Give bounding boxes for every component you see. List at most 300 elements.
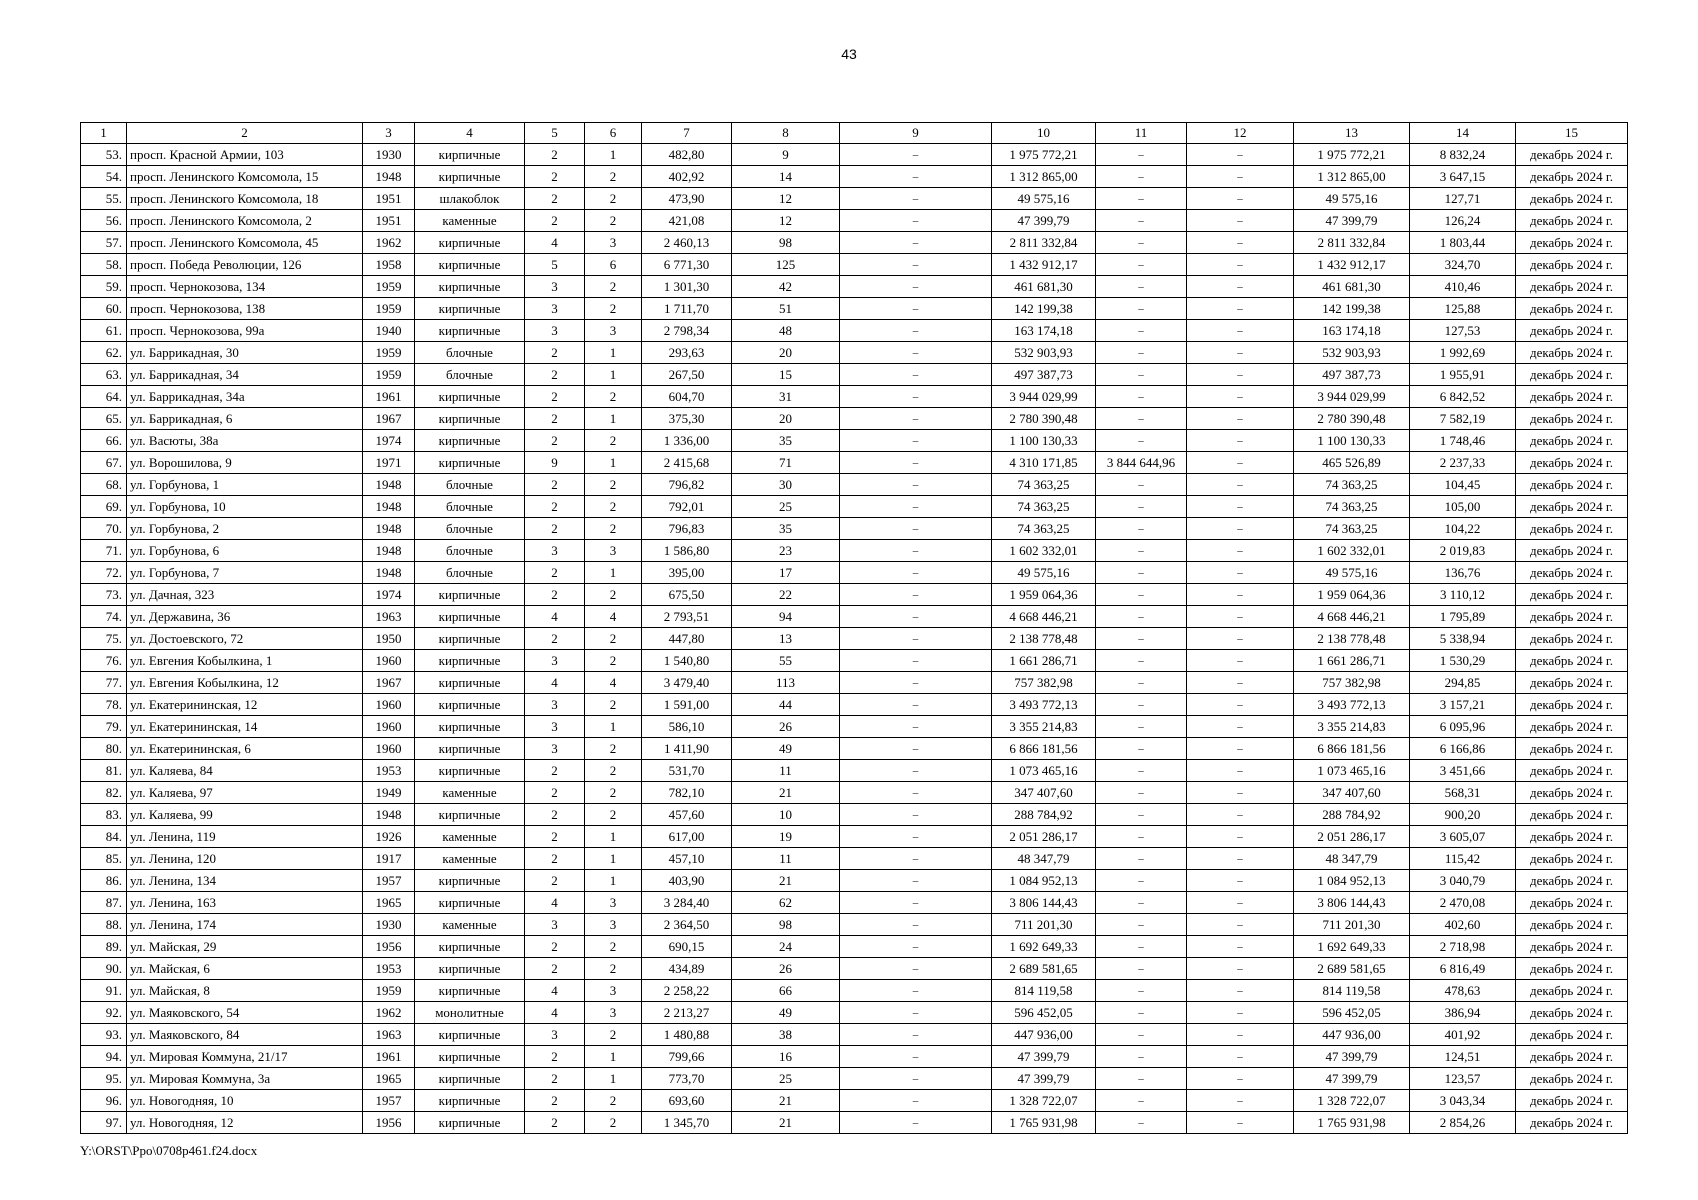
value-col-14-cell: 123,57 xyxy=(1410,1068,1516,1090)
value-col-10-cell: 47 399,79 xyxy=(992,210,1096,232)
value-col-11-cell: – xyxy=(1096,1112,1187,1134)
value-col-9-cell: – xyxy=(840,144,992,166)
area-cell: 675,50 xyxy=(642,584,732,606)
floors-cell: 3 xyxy=(525,320,585,342)
row-number-cell: 89. xyxy=(81,936,127,958)
floors-cell: 2 xyxy=(525,496,585,518)
year-built-cell: 1962 xyxy=(363,232,415,254)
wall-material-cell: кирпичные xyxy=(415,958,525,980)
wall-material-cell: кирпичные xyxy=(415,320,525,342)
value-col-10-cell: 814 119,58 xyxy=(992,980,1096,1002)
row-number-cell: 91. xyxy=(81,980,127,1002)
floors-cell: 2 xyxy=(525,430,585,452)
completion-date-cell: декабрь 2024 г. xyxy=(1516,518,1628,540)
value-col-14-cell: 2 718,98 xyxy=(1410,936,1516,958)
value-col-12-cell: – xyxy=(1187,144,1294,166)
value-col-12-cell: – xyxy=(1187,1112,1294,1134)
entrances-cell: 2 xyxy=(585,782,642,804)
value-col-10-cell: 596 452,05 xyxy=(992,1002,1096,1024)
address-cell: ул. Ворошилова, 9 xyxy=(127,452,363,474)
year-built-cell: 1965 xyxy=(363,892,415,914)
entrances-cell: 1 xyxy=(585,1046,642,1068)
value-col-13-cell: 48 347,79 xyxy=(1294,848,1410,870)
value-col-14-cell: 3 157,21 xyxy=(1410,694,1516,716)
value-col-11-cell: 3 844 644,96 xyxy=(1096,452,1187,474)
floors-cell: 2 xyxy=(525,584,585,606)
value-col-14-cell: 1 748,46 xyxy=(1410,430,1516,452)
entrances-cell: 2 xyxy=(585,804,642,826)
completion-date-cell: декабрь 2024 г. xyxy=(1516,364,1628,386)
entrances-cell: 2 xyxy=(585,430,642,452)
table-row xyxy=(81,518,1628,540)
table-row xyxy=(81,936,1628,958)
value-col-9-cell: – xyxy=(840,804,992,826)
address-cell: ул. Каляева, 84 xyxy=(127,760,363,782)
address-cell: ул. Каляева, 97 xyxy=(127,782,363,804)
value-col-9-cell: – xyxy=(840,1090,992,1112)
residents-cell: 25 xyxy=(732,496,840,518)
address-cell: ул. Екатерининская, 12 xyxy=(127,694,363,716)
residents-cell: 94 xyxy=(732,606,840,628)
year-built-cell: 1960 xyxy=(363,738,415,760)
row-number-cell: 84. xyxy=(81,826,127,848)
address-cell: ул. Горбунова, 2 xyxy=(127,518,363,540)
entrances-cell: 1 xyxy=(585,452,642,474)
value-col-11-cell: – xyxy=(1096,1002,1187,1024)
value-col-12-cell: – xyxy=(1187,606,1294,628)
residents-cell: 21 xyxy=(732,1090,840,1112)
entrances-cell: 2 xyxy=(585,386,642,408)
table-row xyxy=(81,826,1628,848)
floors-cell: 3 xyxy=(525,1024,585,1046)
value-col-11-cell: – xyxy=(1096,144,1187,166)
wall-material-cell: кирпичные xyxy=(415,672,525,694)
floors-cell: 2 xyxy=(525,826,585,848)
table-row xyxy=(81,958,1628,980)
residents-cell: 98 xyxy=(732,914,840,936)
entrances-cell: 2 xyxy=(585,496,642,518)
floors-cell: 2 xyxy=(525,870,585,892)
year-built-cell: 1963 xyxy=(363,1024,415,1046)
value-col-11-cell: – xyxy=(1096,826,1187,848)
value-col-12-cell: – xyxy=(1187,276,1294,298)
value-col-11-cell: – xyxy=(1096,584,1187,606)
completion-date-cell: декабрь 2024 г. xyxy=(1516,914,1628,936)
address-cell: ул. Ленина, 119 xyxy=(127,826,363,848)
wall-material-cell: монолитные xyxy=(415,1002,525,1024)
value-col-12-cell: – xyxy=(1187,298,1294,320)
value-col-13-cell: 2 051 286,17 xyxy=(1294,826,1410,848)
row-number-cell: 93. xyxy=(81,1024,127,1046)
floors-cell: 5 xyxy=(525,254,585,276)
value-col-9-cell: – xyxy=(840,892,992,914)
residents-cell: 10 xyxy=(732,804,840,826)
completion-date-cell: декабрь 2024 г. xyxy=(1516,386,1628,408)
entrances-cell: 2 xyxy=(585,958,642,980)
value-col-11-cell: – xyxy=(1096,518,1187,540)
completion-date-cell: декабрь 2024 г. xyxy=(1516,870,1628,892)
housing-register-table xyxy=(80,122,1628,1134)
row-number-cell: 69. xyxy=(81,496,127,518)
address-cell: ул. Евгения Кобылкина, 1 xyxy=(127,650,363,672)
wall-material-cell: кирпичные xyxy=(415,430,525,452)
value-col-13-cell: 596 452,05 xyxy=(1294,1002,1410,1024)
residents-cell: 48 xyxy=(732,320,840,342)
value-col-14-cell: 3 110,12 xyxy=(1410,584,1516,606)
value-col-14-cell: 126,24 xyxy=(1410,210,1516,232)
row-number-cell: 68. xyxy=(81,474,127,496)
row-number-cell: 86. xyxy=(81,870,127,892)
value-col-13-cell: 497 387,73 xyxy=(1294,364,1410,386)
entrances-cell: 2 xyxy=(585,584,642,606)
row-number-cell: 55. xyxy=(81,188,127,210)
value-col-10-cell: 497 387,73 xyxy=(992,364,1096,386)
value-col-14-cell: 1 795,89 xyxy=(1410,606,1516,628)
value-col-13-cell: 3 355 214,83 xyxy=(1294,716,1410,738)
entrances-cell: 2 xyxy=(585,1112,642,1134)
address-cell: ул. Каляева, 99 xyxy=(127,804,363,826)
wall-material-cell: кирпичные xyxy=(415,386,525,408)
completion-date-cell: декабрь 2024 г. xyxy=(1516,298,1628,320)
completion-date-cell: декабрь 2024 г. xyxy=(1516,584,1628,606)
value-col-11-cell: – xyxy=(1096,848,1187,870)
floors-cell: 2 xyxy=(525,936,585,958)
value-col-12-cell: – xyxy=(1187,320,1294,342)
value-col-9-cell: – xyxy=(840,1024,992,1046)
value-col-9-cell: – xyxy=(840,276,992,298)
row-number-cell: 92. xyxy=(81,1002,127,1024)
address-cell: ул. Мировая Коммуна, 21/17 xyxy=(127,1046,363,1068)
value-col-11-cell: – xyxy=(1096,188,1187,210)
value-col-14-cell: 124,51 xyxy=(1410,1046,1516,1068)
table-row xyxy=(81,320,1628,342)
floors-cell: 2 xyxy=(525,1112,585,1134)
entrances-cell: 1 xyxy=(585,716,642,738)
value-col-12-cell: – xyxy=(1187,474,1294,496)
year-built-cell: 1971 xyxy=(363,452,415,474)
year-built-cell: 1930 xyxy=(363,144,415,166)
row-number-cell: 56. xyxy=(81,210,127,232)
area-cell: 2 798,34 xyxy=(642,320,732,342)
area-cell: 690,15 xyxy=(642,936,732,958)
table-row xyxy=(81,1002,1628,1024)
value-col-11-cell: – xyxy=(1096,782,1187,804)
area-cell: 267,50 xyxy=(642,364,732,386)
entrances-cell: 4 xyxy=(585,672,642,694)
value-col-9-cell: – xyxy=(840,1112,992,1134)
completion-date-cell: декабрь 2024 г. xyxy=(1516,1002,1628,1024)
value-col-9-cell: – xyxy=(840,958,992,980)
value-col-14-cell: 1 992,69 xyxy=(1410,342,1516,364)
table-row xyxy=(81,540,1628,562)
value-col-13-cell: 6 866 181,56 xyxy=(1294,738,1410,760)
address-cell: просп. Ленинского Комсомола, 15 xyxy=(127,166,363,188)
column-header: 9 xyxy=(840,123,992,144)
value-col-13-cell: 47 399,79 xyxy=(1294,210,1410,232)
value-col-12-cell: – xyxy=(1187,1024,1294,1046)
value-col-10-cell: 1 328 722,07 xyxy=(992,1090,1096,1112)
table-row xyxy=(81,408,1628,430)
residents-cell: 49 xyxy=(732,1002,840,1024)
value-col-10-cell: 6 866 181,56 xyxy=(992,738,1096,760)
wall-material-cell: блочные xyxy=(415,518,525,540)
entrances-cell: 2 xyxy=(585,738,642,760)
address-cell: ул. Новогодняя, 12 xyxy=(127,1112,363,1134)
page-number: 43 xyxy=(841,46,857,62)
address-cell: ул. Дачная, 323 xyxy=(127,584,363,606)
area-cell: 531,70 xyxy=(642,760,732,782)
value-col-13-cell: 711 201,30 xyxy=(1294,914,1410,936)
value-col-13-cell: 3 493 772,13 xyxy=(1294,694,1410,716)
column-header: 1 xyxy=(81,123,127,144)
entrances-cell: 3 xyxy=(585,914,642,936)
value-col-11-cell: – xyxy=(1096,1068,1187,1090)
floors-cell: 4 xyxy=(525,606,585,628)
value-col-9-cell: – xyxy=(840,650,992,672)
row-number-cell: 90. xyxy=(81,958,127,980)
entrances-cell: 1 xyxy=(585,870,642,892)
value-col-12-cell: – xyxy=(1187,364,1294,386)
wall-material-cell: кирпичные xyxy=(415,760,525,782)
year-built-cell: 1948 xyxy=(363,540,415,562)
row-number-cell: 74. xyxy=(81,606,127,628)
value-col-9-cell: – xyxy=(840,496,992,518)
floors-cell: 3 xyxy=(525,650,585,672)
entrances-cell: 2 xyxy=(585,518,642,540)
table-body xyxy=(81,144,1628,1134)
residents-cell: 21 xyxy=(732,870,840,892)
table-row xyxy=(81,848,1628,870)
value-col-13-cell: 1 100 130,33 xyxy=(1294,430,1410,452)
table-row xyxy=(81,254,1628,276)
address-cell: ул. Горбунова, 1 xyxy=(127,474,363,496)
completion-date-cell: декабрь 2024 г. xyxy=(1516,166,1628,188)
value-col-14-cell: 5 338,94 xyxy=(1410,628,1516,650)
value-col-11-cell: – xyxy=(1096,980,1187,1002)
value-col-13-cell: 1 432 912,17 xyxy=(1294,254,1410,276)
address-cell: ул. Маяковского, 54 xyxy=(127,1002,363,1024)
completion-date-cell: декабрь 2024 г. xyxy=(1516,826,1628,848)
year-built-cell: 1956 xyxy=(363,936,415,958)
value-col-9-cell: – xyxy=(840,474,992,496)
entrances-cell: 2 xyxy=(585,474,642,496)
value-col-10-cell: 757 382,98 xyxy=(992,672,1096,694)
entrances-cell: 1 xyxy=(585,1068,642,1090)
completion-date-cell: декабрь 2024 г. xyxy=(1516,848,1628,870)
year-built-cell: 1930 xyxy=(363,914,415,936)
wall-material-cell: блочные xyxy=(415,540,525,562)
residents-cell: 25 xyxy=(732,1068,840,1090)
address-cell: ул. Баррикадная, 34 xyxy=(127,364,363,386)
entrances-cell: 3 xyxy=(585,1002,642,1024)
value-col-10-cell: 288 784,92 xyxy=(992,804,1096,826)
residents-cell: 24 xyxy=(732,936,840,958)
year-built-cell: 1951 xyxy=(363,210,415,232)
value-col-11-cell: – xyxy=(1096,870,1187,892)
area-cell: 1 411,90 xyxy=(642,738,732,760)
entrances-cell: 3 xyxy=(585,892,642,914)
value-col-9-cell: – xyxy=(840,430,992,452)
area-cell: 2 213,27 xyxy=(642,1002,732,1024)
area-cell: 1 301,30 xyxy=(642,276,732,298)
area-cell: 2 258,22 xyxy=(642,980,732,1002)
floors-cell: 2 xyxy=(525,760,585,782)
row-number-cell: 95. xyxy=(81,1068,127,1090)
value-col-14-cell: 6 166,86 xyxy=(1410,738,1516,760)
entrances-cell: 2 xyxy=(585,210,642,232)
value-col-14-cell: 7 582,19 xyxy=(1410,408,1516,430)
residents-cell: 17 xyxy=(732,562,840,584)
floors-cell: 2 xyxy=(525,518,585,540)
row-number-cell: 64. xyxy=(81,386,127,408)
table-row xyxy=(81,386,1628,408)
year-built-cell: 1948 xyxy=(363,496,415,518)
value-col-13-cell: 1 328 722,07 xyxy=(1294,1090,1410,1112)
row-number-cell: 66. xyxy=(81,430,127,452)
value-col-14-cell: 294,85 xyxy=(1410,672,1516,694)
value-col-9-cell: – xyxy=(840,452,992,474)
value-col-12-cell: – xyxy=(1187,738,1294,760)
value-col-12-cell: – xyxy=(1187,1068,1294,1090)
value-col-11-cell: – xyxy=(1096,430,1187,452)
value-col-9-cell: – xyxy=(840,848,992,870)
value-col-13-cell: 3 944 029,99 xyxy=(1294,386,1410,408)
table-row xyxy=(81,452,1628,474)
year-built-cell: 1959 xyxy=(363,980,415,1002)
year-built-cell: 1974 xyxy=(363,430,415,452)
wall-material-cell: каменные xyxy=(415,782,525,804)
address-cell: ул. Ленина, 163 xyxy=(127,892,363,914)
value-col-9-cell: – xyxy=(840,980,992,1002)
value-col-10-cell: 711 201,30 xyxy=(992,914,1096,936)
value-col-14-cell: 125,88 xyxy=(1410,298,1516,320)
wall-material-cell: кирпичные xyxy=(415,254,525,276)
floors-cell: 2 xyxy=(525,1046,585,1068)
completion-date-cell: декабрь 2024 г. xyxy=(1516,782,1628,804)
value-col-10-cell: 1 602 332,01 xyxy=(992,540,1096,562)
table-row xyxy=(81,804,1628,826)
table-row xyxy=(81,1090,1628,1112)
entrances-cell: 2 xyxy=(585,628,642,650)
year-built-cell: 1961 xyxy=(363,386,415,408)
wall-material-cell: каменные xyxy=(415,914,525,936)
column-header: 10 xyxy=(992,123,1096,144)
value-col-13-cell: 1 975 772,21 xyxy=(1294,144,1410,166)
value-col-12-cell: – xyxy=(1187,518,1294,540)
value-col-11-cell: – xyxy=(1096,1046,1187,1068)
value-col-11-cell: – xyxy=(1096,1090,1187,1112)
value-col-13-cell: 74 363,25 xyxy=(1294,496,1410,518)
row-number-cell: 79. xyxy=(81,716,127,738)
value-col-14-cell: 6 816,49 xyxy=(1410,958,1516,980)
value-col-12-cell: – xyxy=(1187,1002,1294,1024)
area-cell: 1 480,88 xyxy=(642,1024,732,1046)
value-col-12-cell: – xyxy=(1187,804,1294,826)
value-col-12-cell: – xyxy=(1187,672,1294,694)
year-built-cell: 1960 xyxy=(363,650,415,672)
year-built-cell: 1940 xyxy=(363,320,415,342)
value-col-12-cell: – xyxy=(1187,496,1294,518)
completion-date-cell: декабрь 2024 г. xyxy=(1516,650,1628,672)
residents-cell: 12 xyxy=(732,210,840,232)
wall-material-cell: кирпичные xyxy=(415,1090,525,1112)
area-cell: 293,63 xyxy=(642,342,732,364)
year-built-cell: 1948 xyxy=(363,166,415,188)
value-col-12-cell: – xyxy=(1187,936,1294,958)
value-col-14-cell: 136,76 xyxy=(1410,562,1516,584)
wall-material-cell: кирпичные xyxy=(415,716,525,738)
column-header: 7 xyxy=(642,123,732,144)
year-built-cell: 1957 xyxy=(363,1090,415,1112)
column-header: 2 xyxy=(127,123,363,144)
completion-date-cell: декабрь 2024 г. xyxy=(1516,276,1628,298)
floors-cell: 2 xyxy=(525,474,585,496)
completion-date-cell: декабрь 2024 г. xyxy=(1516,342,1628,364)
value-col-10-cell: 3 944 029,99 xyxy=(992,386,1096,408)
address-cell: ул. Екатерининская, 6 xyxy=(127,738,363,760)
completion-date-cell: декабрь 2024 г. xyxy=(1516,232,1628,254)
value-col-10-cell: 1 100 130,33 xyxy=(992,430,1096,452)
value-col-11-cell: – xyxy=(1096,650,1187,672)
floors-cell: 2 xyxy=(525,1090,585,1112)
value-col-9-cell: – xyxy=(840,782,992,804)
address-cell: просп. Ленинского Комсомола, 45 xyxy=(127,232,363,254)
table-row xyxy=(81,430,1628,452)
column-header: 3 xyxy=(363,123,415,144)
row-number-cell: 81. xyxy=(81,760,127,782)
value-col-10-cell: 4 310 171,85 xyxy=(992,452,1096,474)
completion-date-cell: декабрь 2024 г. xyxy=(1516,892,1628,914)
wall-material-cell: кирпичные xyxy=(415,298,525,320)
value-col-10-cell: 49 575,16 xyxy=(992,188,1096,210)
value-col-13-cell: 1 692 649,33 xyxy=(1294,936,1410,958)
value-col-13-cell: 2 138 778,48 xyxy=(1294,628,1410,650)
wall-material-cell: кирпичные xyxy=(415,870,525,892)
completion-date-cell: декабрь 2024 г. xyxy=(1516,320,1628,342)
year-built-cell: 1953 xyxy=(363,760,415,782)
address-cell: просп. Чернокозова, 134 xyxy=(127,276,363,298)
value-col-10-cell: 447 936,00 xyxy=(992,1024,1096,1046)
value-col-13-cell: 1 765 931,98 xyxy=(1294,1112,1410,1134)
table-row xyxy=(81,232,1628,254)
value-col-11-cell: – xyxy=(1096,232,1187,254)
entrances-cell: 2 xyxy=(585,936,642,958)
value-col-9-cell: – xyxy=(840,342,992,364)
area-cell: 617,00 xyxy=(642,826,732,848)
row-number-cell: 94. xyxy=(81,1046,127,1068)
value-col-12-cell: – xyxy=(1187,958,1294,980)
floors-cell: 2 xyxy=(525,144,585,166)
year-built-cell: 1963 xyxy=(363,606,415,628)
table-row xyxy=(81,914,1628,936)
value-col-14-cell: 104,45 xyxy=(1410,474,1516,496)
value-col-14-cell: 324,70 xyxy=(1410,254,1516,276)
residents-cell: 13 xyxy=(732,628,840,650)
value-col-12-cell: – xyxy=(1187,342,1294,364)
value-col-13-cell: 1 073 465,16 xyxy=(1294,760,1410,782)
entrances-cell: 2 xyxy=(585,276,642,298)
value-col-13-cell: 1 312 865,00 xyxy=(1294,166,1410,188)
entrances-cell: 3 xyxy=(585,980,642,1002)
table-row xyxy=(81,738,1628,760)
wall-material-cell: кирпичные xyxy=(415,804,525,826)
value-col-9-cell: – xyxy=(840,320,992,342)
value-col-12-cell: – xyxy=(1187,1090,1294,1112)
value-col-11-cell: – xyxy=(1096,540,1187,562)
area-cell: 799,66 xyxy=(642,1046,732,1068)
area-cell: 457,10 xyxy=(642,848,732,870)
residents-cell: 44 xyxy=(732,694,840,716)
